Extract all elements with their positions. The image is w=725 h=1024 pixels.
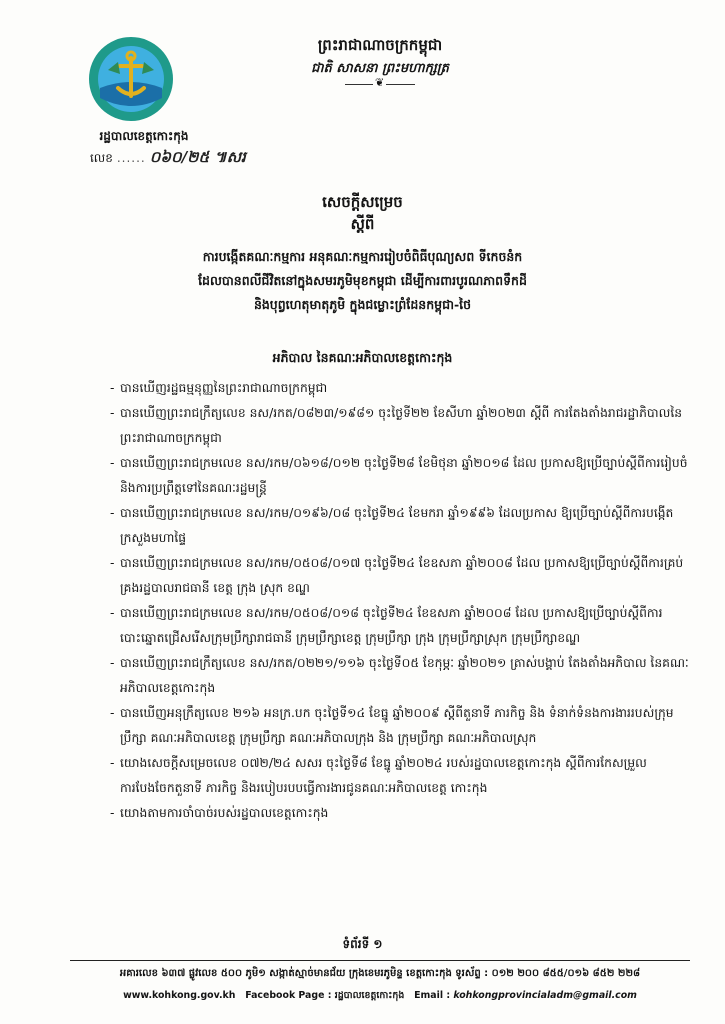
- website-link[interactable]: www.kohkong.gov.kh: [123, 990, 236, 1001]
- subject-line: ដែលបានពលីជីវិតនៅក្នុងសមរភូមិមុខកម្ពុជា ដើម្បីការពារបូរណភាពទឹកដី: [198, 273, 527, 288]
- subject-line: ការបង្កើតគណៈកម្មការ អនុគណៈកម្មការរៀបចំពិធីបុណ្យសព ទីកេចនំក: [202, 249, 523, 264]
- document-about-label: ស្តីពី: [350, 215, 375, 233]
- document-subject: [0, 245, 725, 317]
- list-item: - បានឃើញព្រះរាជក្រមលេខ នស/រកម/០១៩៦/០៨ ចុះថ្ងៃទី២៤ ខែមករា ឆ្នាំ១៩៩៦ ដែលប្រកាស ឱ្យប្រើច្បាប់ស្តីពីការបង្កើតក្រសួងមហាផ្ទៃ: [110, 501, 690, 551]
- email-label: Email :: [414, 990, 451, 1001]
- facebook-link[interactable]: រដ្ឋបាលខេត្តកោះកុង: [334, 990, 405, 1001]
- list-item: - យោងតាមការចាំបាច់របស់រដ្ឋបាលខេត្តកោះកុង: [110, 801, 690, 826]
- kingdom-heading: ព្រះរាជាណាចក្រកម្ពុជា: [317, 36, 443, 54]
- footer-address: អគារលេខ ៦៣៧ ផ្លូវលេខ ៥០០ ភូមិ១ សង្កាត់ស្មាច់មានជ័យ ក្រុងខេមរភូមិន្ទ ខេត្តកោះកុង ទូរស័ព្ទ : ០១២ ២០០ ៨៥៥/០១៦ ៨៥២ ២២៨: [119, 968, 641, 979]
- reference-number: [90, 148, 246, 170]
- document-type-title: សេចក្តីសម្រេច: [322, 193, 403, 211]
- organization-name: រដ្ឋបាលខេត្តកោះកុង: [99, 129, 189, 143]
- list-item: - បានឃើញរដ្ឋធម្មនុញ្ញនៃព្រះរាជាណាចក្រកម្ពុជា: [110, 376, 690, 401]
- footer-divider: [70, 960, 690, 961]
- provincial-seal-logo: [88, 36, 174, 122]
- reference-label: លេខ: [90, 151, 113, 165]
- list-item: - បានឃើញព្រះរាជក្រមលេខ នស/រកម/០៥០៨/០១៧ ចុះថ្ងៃទី២៤ ខែឧសភា ឆ្នាំ២០០៨ ដែល ប្រកាសឱ្យប្រើច្បាប់ស្តីពីការគ្រប់គ្រងរដ្ឋបាលរាជធានី ខេត្ត ក្រុង ស្រុក ខណ្ឌ: [110, 551, 690, 601]
- footer-contacts: [70, 989, 690, 1003]
- facebook-label: Facebook Page :: [245, 990, 332, 1001]
- list-item: - បានឃើញព្រះរាជក្រឹត្យលេខ នស/រកត/០៨២៣/១៩៨១ ចុះថ្ងៃទី២២ ខែសីហា ឆ្នាំ២០២៣ ស្តីពី ការតែងតាំងរាជរដ្ឋាភិបាលនៃព្រះរាជាណាចក្រកម្ពុជា: [110, 401, 690, 451]
- reference-value: ០៦០/២៥ ៕សរ: [149, 148, 246, 166]
- list-item: - យោងសេចក្តីសម្រេចលេខ ០៧២/២៤ សសរ ចុះថ្ងៃទី៨ ខែធ្នូ ឆ្នាំ២០២៤ របស់រដ្ឋបាលខេត្តកោះកុង ស្តីពីការកែសម្រួល ការបែងចែកតួនាទី ភារកិច្ច និងរបៀបរបបធ្វើការងារជូនគណៈអភិបាលខេត្ត កោះកុង: [110, 751, 690, 801]
- national-motto: ជាតិ សាសនា ព្រះមហាក្សត្រ: [311, 61, 449, 76]
- legal-basis-list: [110, 376, 690, 826]
- list-item: - បានឃើញអនុក្រឹត្យលេខ ២១៦ អនក្រ.បក ចុះថ្ងៃទី១៤ ខែធ្នូ ឆ្នាំ២០០៩ ស្តីពីតួនាទី ភារកិច្ច និង ទំនាក់ទំនងការងាររបស់ក្រុមប្រឹក្សា គណៈអភិបាលខេត្ត ក្រុមប្រឹក្សា គណៈអភិបាលក្រុង និង ក្រុមប្រឹក្សា គណៈអភិបាលស្រុក: [110, 701, 690, 751]
- list-item: - បានឃើញព្រះរាជក្រមលេខ នស/រកម/០៥០៨/០១៨ ចុះថ្ងៃទី២៤ ខែឧសភា ឆ្នាំ២០០៨ ដែល ប្រកាសឱ្យប្រើច្បាប់ស្តីពីការបោះឆ្នោតជ្រើសរើសក្រុមប្រឹក្សារាជធានី ក្រុមប្រឹក្សាខេត្ត ក្រុមប្រឹក្សា ក្រុង ក្រុមប្រឹក្សាស្រុក ក្រុមប្រឹក្សាខណ្ឌ: [110, 601, 690, 651]
- list-item: - បានឃើញព្រះរាជក្រឹត្យលេខ នស/រកត/០២២១/១១៦ ចុះថ្ងៃទី០៥ ខែកុម្ភៈ ឆ្នាំ២០២១ ត្រាស់បង្គាប់ តែងតាំងអភិបាល នៃគណៈអភិបាលខេត្តកោះកុង: [110, 651, 690, 701]
- subject-line: និងបុព្វហេតុមាតុភូមិ ក្នុងជម្លោះព្រំដែនកម្ពុជា-ថៃ: [253, 297, 472, 312]
- email-link[interactable]: kohkongprovincialadm@gmail.com: [453, 990, 637, 1001]
- reference-dots: ......: [116, 151, 146, 165]
- issuer-heading: អភិបាល នៃគណៈអភិបាលខេត្តកោះកុង: [272, 350, 453, 365]
- ornament-divider: [345, 84, 415, 85]
- list-item: - បានឃើញព្រះរាជក្រមលេខ នស/រកម/០៦១៨/០១២ ចុះថ្ងៃទី២៨ ខែមិថុនា ឆ្នាំ២០១៨ ដែល ប្រកាសឱ្យប្រើច្បាប់ស្តីពីការរៀបចំ និងការប្រព្រឹត្តទៅនៃគណៈរដ្ឋមន្ត្រី: [110, 451, 690, 501]
- page-number: ទំព័រទី ១: [342, 937, 383, 951]
